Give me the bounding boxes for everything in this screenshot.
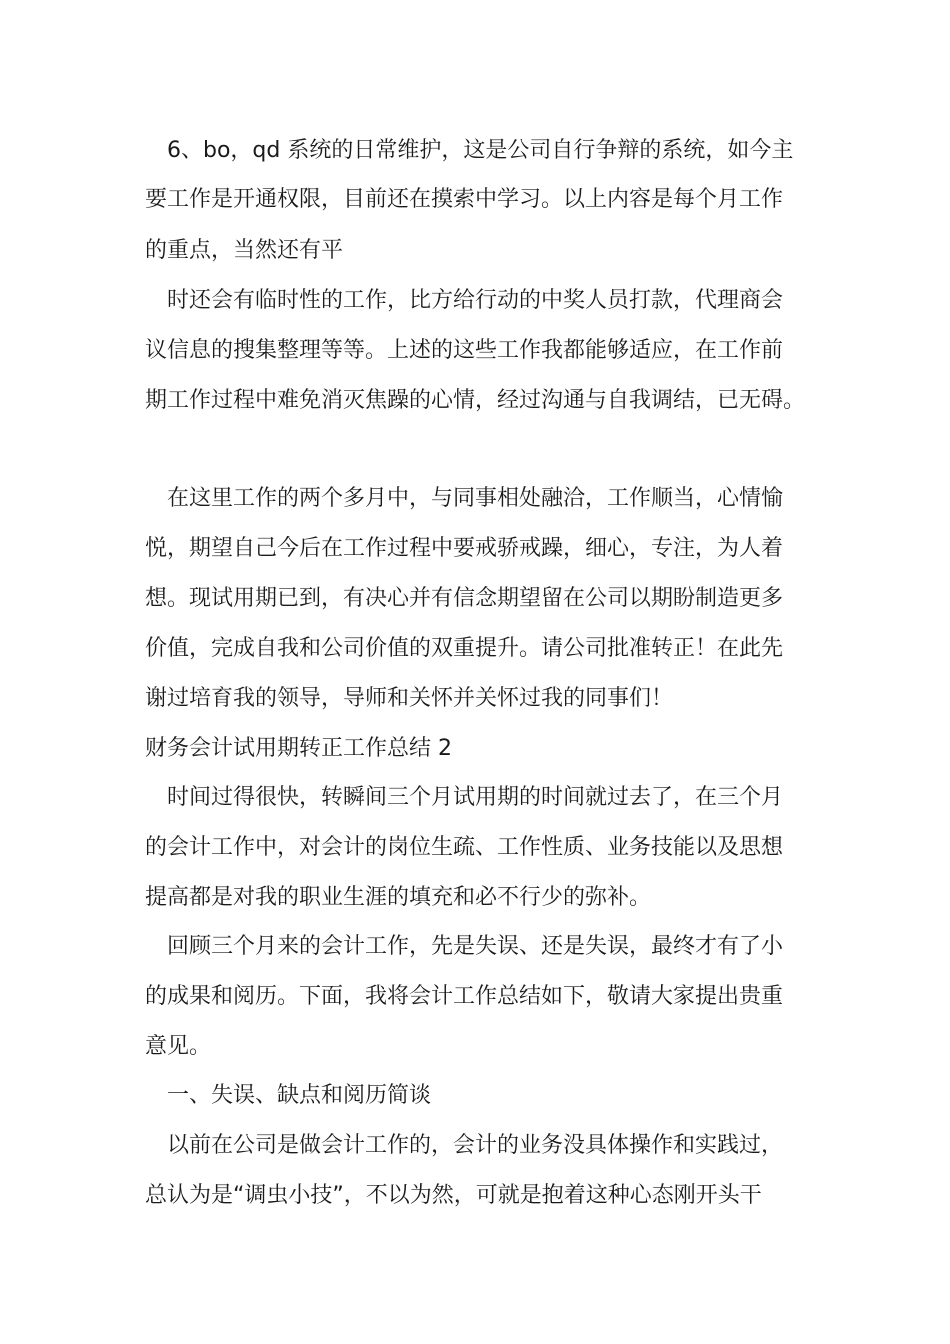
text-line-9: 想。现试用期已到，有决心并有信念期望留在公司以期盼制造更多 [145, 586, 784, 611]
text-line-15: 提高都是对我的职业生涯的填充和必不行少的弥补。 [145, 885, 652, 910]
text-line-10: 价值，完成自我和公司价值的双重提升。请公司批准转正！在此先 [145, 636, 784, 661]
text-line-14: 的会计工作中，对会计的岗位生疏、工作性质、业务技能以及思想 [145, 835, 784, 860]
text-line-20: 以前在公司是做会计工作的，会计的业务没具体操作和实践过， [167, 1133, 784, 1158]
text-line-21: 总认为是“调虫小技”，不以为然，可就是抱着这种心态刚开头干 [145, 1183, 762, 1208]
text-line-18: 意见。 [145, 1034, 212, 1059]
section-heading: 财务会计试用期转正工作总结 2 [145, 736, 452, 761]
text-line-7: 在这里工作的两个多月中，与同事相处融洽，工作顺当，心情愉 [167, 486, 784, 511]
text-line-16: 回顾三个月来的会计工作，先是失误、还是失误，最终才有了小 [167, 934, 784, 959]
text-line-17: 的成果和阅历。下面，我将会计工作总结如下，敬请大家提出贵重 [145, 984, 784, 1009]
text-line-6: 期工作过程中难免消灭焦躁的心情，经过沟通与自我调结，已无碍。 [145, 388, 806, 413]
text-line-11: 谢过培育我的领导，导师和关怀并关怀过我的同事们！ [145, 686, 674, 711]
text-line-2: 要工作是开通权限，目前还在摸索中学习。以上内容是每个月工作 [145, 187, 784, 212]
text-line-5: 议信息的搜集整理等等。上述的这些工作我都能够适应，在工作前 [145, 338, 784, 363]
text-line-1: 6、bo，qd 系统的日常维护，这是公司自行争辩的系统，如今主 [167, 138, 794, 163]
text-line-3: 的重点，当然还有平 [145, 238, 344, 263]
text-line-4: 时还会有临时性的工作，比方给行动的中奖人员打款，代理商会 [167, 288, 784, 313]
text-line-8: 悦，期望自己今后在工作过程中要戒骄戒躁，细心，专注，为人着 [145, 536, 784, 561]
subsection-heading: 一、失误、缺点和阅历简谈 [167, 1083, 432, 1108]
text-line-13: 时间过得很快，转瞬间三个月试用期的时间就过去了，在三个月 [167, 785, 784, 810]
